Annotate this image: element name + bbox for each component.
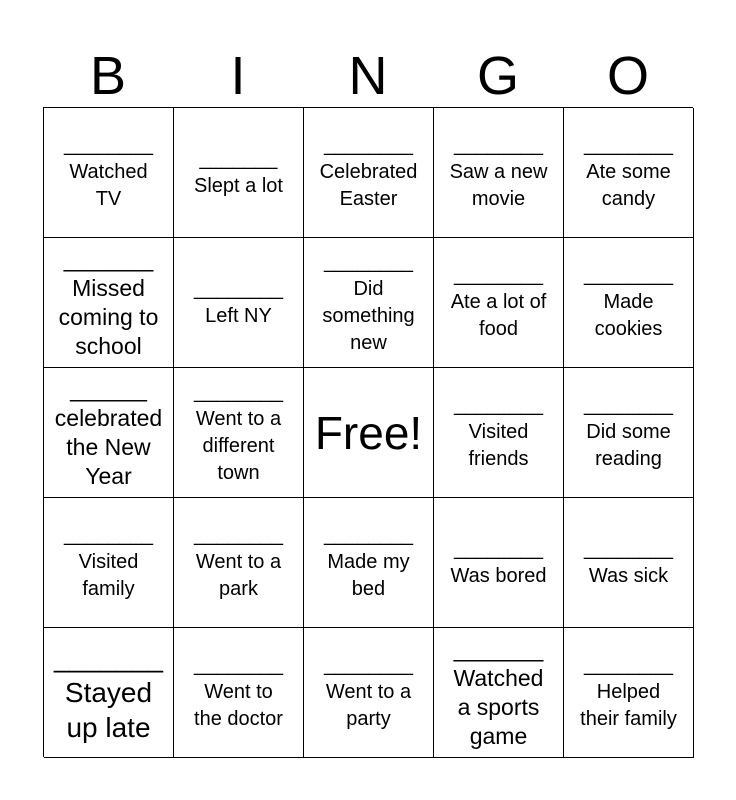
header-letter-b: B [89,46,127,106]
header-letter-i: I [230,46,246,106]
bingo-cell[interactable]: ________ Visited family [44,498,174,628]
bingo-cell[interactable]: ________ Did some reading [564,368,694,498]
bingo-cell[interactable]: ______ celebrated the New Year [44,368,174,498]
bingo-cell[interactable]: ________ Made cookies [564,238,694,368]
bingo-cell[interactable]: ________ Celebrated Easter [304,108,434,238]
bingo-cell[interactable]: ________ Went to the doctor [174,628,304,758]
bingo-board [43,107,693,757]
bingo-cell[interactable]: ________ Did something new [304,238,434,368]
bingo-cell[interactable]: _______ Watched a sports game [434,628,564,758]
bingo-cell[interactable]: ________ Was bored [434,498,564,628]
bingo-cell[interactable]: ________ Was sick [564,498,694,628]
header-letter-g: G [476,46,519,106]
bingo-cell[interactable]: _______ Stayed up late [44,628,174,758]
header-letter-n: N [348,46,388,106]
bingo-cell[interactable]: ________ Watched TV [44,108,174,238]
bingo-cell[interactable]: ________ Made my bed [304,498,434,628]
free-space-cell[interactable]: Free! [304,368,434,498]
bingo-cell[interactable]: _______ Missed coming to school [44,238,174,368]
bingo-cell[interactable]: ________ Went to a park [174,498,304,628]
bingo-cell[interactable]: ________ Visited friends [434,368,564,498]
bingo-cell[interactable]: ________ Ate a lot of food [434,238,564,368]
bingo-cell[interactable]: ________ Went to a party [304,628,434,758]
bingo-cell[interactable]: _______ Slept a lot [174,108,304,238]
bingo-cell[interactable]: ________ Helped their family [564,628,694,758]
bingo-cell[interactable]: ________ Ate some candy [564,108,694,238]
header-letter-o: O [606,46,649,106]
bingo-cell[interactable]: ________ Left NY [174,238,304,368]
bingo-cell[interactable]: ________ Saw a new movie [434,108,564,238]
bingo-header [43,44,693,108]
bingo-cell[interactable]: ________ Went to a different town [174,368,304,498]
